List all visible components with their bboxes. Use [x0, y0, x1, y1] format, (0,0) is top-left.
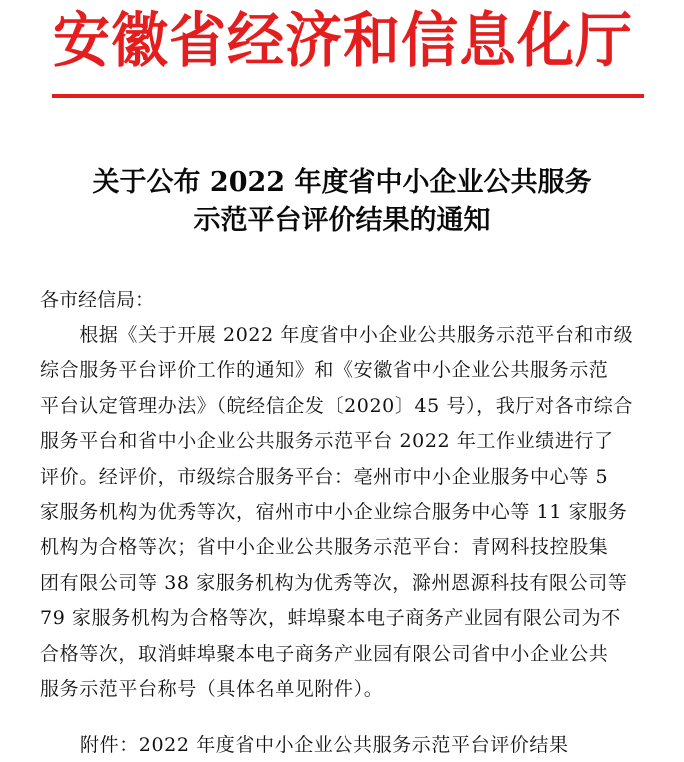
body-line: 合格等次，取消蚌埠聚本电子商务产业园有限公司省中小企业公共	[40, 643, 609, 665]
salutation: 各市经信局：	[40, 289, 155, 311]
document-title-line-1: 关于公布 2022 年度省中小企业公共服务	[92, 167, 592, 198]
body-line: 服务示范平台称号（具体名单见附件）。	[40, 678, 384, 700]
attachment-line: 附件：2022 年度省中小企业公共服务示范平台评价结果	[80, 734, 569, 756]
red-divider-rule	[52, 94, 644, 98]
body-line: 综合服务平台评价工作的通知》和《安徽省中小企业公共服务示范	[40, 359, 609, 381]
body-line: 机构为合格等次；省中小企业公共服务示范平台：青网科技控股集	[40, 536, 609, 558]
body-line: 家服务机构为优秀等次，宿州市中小企业综合服务中心等 11 家服务	[40, 501, 628, 523]
body-line: 服务平台和省中小企业公共服务示范平台 2022 年工作业绩进行了	[40, 430, 614, 452]
body-line: 团有限公司等 38 家服务机构为优秀等次，滁州恩源科技有限公司等	[40, 572, 628, 594]
body-line: 评价。经评价，市级综合服务平台：亳州市中小企业服务中心等 5	[40, 466, 609, 488]
body-line: 根据《关于开展 2022 年度省中小企业公共服务示范平台和市级	[40, 324, 634, 346]
masthead-org-name: 安徽省经济和信息化厅	[53, 5, 633, 76]
body-line: 平台认定管理办法》（皖经信企发〔2020〕45 号），我厅对各市综合	[40, 395, 633, 417]
document-title-line-2: 示范平台评价结果的通知	[193, 205, 491, 236]
body-line: 79 家服务机构为合格等次，蚌埠聚本电子商务产业园有限公司为不	[40, 607, 621, 629]
